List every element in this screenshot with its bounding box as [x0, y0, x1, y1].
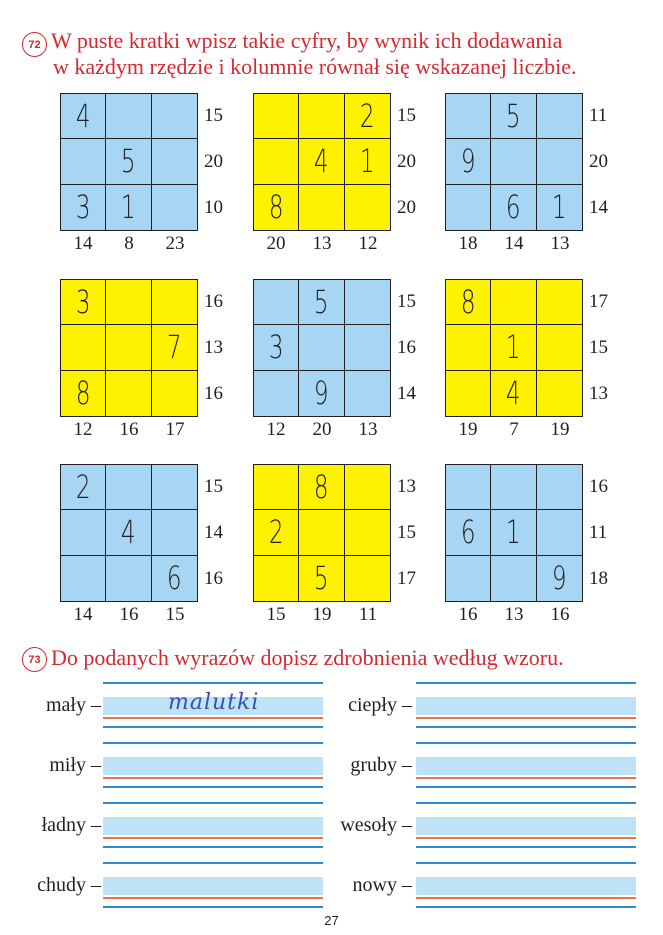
- guide-line-bottom: [103, 846, 323, 848]
- grid-cell[interactable]: 5: [299, 556, 344, 601]
- writing-band[interactable]: [416, 817, 636, 835]
- guide-line-red: [103, 897, 323, 899]
- grid-cell[interactable]: 6: [446, 510, 491, 555]
- grid-cell[interactable]: [446, 94, 491, 139]
- guide-line-top: [103, 742, 323, 744]
- column-sum: 15: [165, 604, 185, 625]
- grid-cell[interactable]: 2: [254, 510, 299, 555]
- base-word: ładny –: [41, 814, 101, 836]
- row-sum: 15: [204, 476, 223, 497]
- row-sum: 13: [589, 383, 608, 404]
- column-sum: 13: [312, 233, 332, 254]
- grid-cell[interactable]: 1: [345, 139, 390, 184]
- row-sum: 15: [397, 105, 416, 126]
- grid-cell[interactable]: 2: [345, 94, 390, 139]
- column-sum: 20: [266, 233, 286, 254]
- base-word: miły –: [49, 754, 101, 776]
- grid-cell[interactable]: [106, 325, 151, 370]
- page-number: 27: [324, 913, 339, 928]
- grid-cell[interactable]: 2: [61, 465, 106, 510]
- row-sum: 17: [397, 568, 416, 589]
- number-grid: [253, 464, 391, 602]
- column-sum: 19: [458, 419, 478, 440]
- guide-line-top: [103, 802, 323, 804]
- grid-cell[interactable]: [537, 139, 582, 184]
- grid-cell[interactable]: 8: [61, 371, 106, 416]
- grid-cell[interactable]: 9: [446, 139, 491, 184]
- row-sum: 16: [204, 568, 223, 589]
- grid-cell[interactable]: 8: [254, 185, 299, 230]
- row-sum: 14: [397, 383, 416, 404]
- column-sum: 23: [165, 233, 185, 254]
- grid-cell[interactable]: 8: [299, 465, 344, 510]
- grid-cell[interactable]: 4: [299, 139, 344, 184]
- grid-cell[interactable]: 1: [491, 325, 536, 370]
- column-sum: 19: [550, 419, 570, 440]
- task-72-heading: [22, 28, 577, 80]
- grid-cell[interactable]: [106, 94, 151, 139]
- row-sum: 14: [204, 522, 223, 543]
- guide-line-red: [103, 837, 323, 839]
- guide-line-red: [103, 717, 323, 719]
- grid-cell[interactable]: [106, 280, 151, 325]
- grid-cell[interactable]: [152, 94, 197, 139]
- row-sum: 11: [589, 105, 608, 126]
- number-grid: [445, 279, 583, 417]
- base-word: nowy –: [352, 874, 412, 896]
- grid-cell[interactable]: [537, 371, 582, 416]
- grid-cell[interactable]: [299, 510, 344, 555]
- column-sum: 17: [165, 419, 185, 440]
- instruction-line-2: w każdym rzędzie i kolumnie równał się wskazanej liczbie.: [53, 54, 577, 79]
- row-sum: 15: [589, 337, 608, 358]
- guide-line-red: [416, 717, 636, 719]
- column-sum: 16: [458, 604, 478, 625]
- guide-line-red: [103, 777, 323, 779]
- grid-cell[interactable]: [491, 556, 536, 601]
- guide-line-top: [416, 862, 636, 864]
- grid-cell[interactable]: 5: [491, 94, 536, 139]
- grid-cell[interactable]: [254, 556, 299, 601]
- grid-cell[interactable]: [345, 510, 390, 555]
- column-sum: 18: [458, 233, 478, 254]
- task-73-heading: [22, 645, 564, 672]
- grid-cell[interactable]: 1: [551, 188, 567, 227]
- grid-cell[interactable]: [299, 325, 344, 370]
- instruction-line-1: W puste kratki wpisz takie cyfry, by wynik ich dodawania: [51, 28, 563, 53]
- grid-cell[interactable]: [345, 465, 390, 510]
- grid-cell[interactable]: 3: [61, 185, 106, 230]
- grid-cell[interactable]: 3: [254, 325, 299, 370]
- grid-cell[interactable]: [491, 465, 536, 510]
- column-sum: 8: [124, 233, 134, 254]
- guide-line-top: [416, 742, 636, 744]
- grid-cell[interactable]: 6: [166, 559, 182, 598]
- grid-cell[interactable]: [491, 280, 536, 325]
- grid-cell[interactable]: [299, 185, 344, 230]
- task-number-badge: 72: [22, 32, 47, 57]
- task-instruction: [51, 28, 577, 80]
- grid-cell[interactable]: [61, 139, 106, 184]
- grid-cell[interactable]: 9: [299, 371, 344, 416]
- column-sum: 16: [119, 604, 139, 625]
- grid-cell[interactable]: [106, 556, 151, 601]
- grid-cell[interactable]: 3: [61, 280, 106, 325]
- row-sum: 20: [397, 151, 416, 172]
- grid-cell[interactable]: [106, 371, 151, 416]
- grid-cell[interactable]: [345, 185, 390, 230]
- column-sum: 16: [119, 419, 139, 440]
- guide-line-red: [416, 837, 636, 839]
- grid-cell[interactable]: [491, 139, 536, 184]
- column-sum: 13: [504, 604, 524, 625]
- guide-line-bottom: [103, 906, 323, 908]
- row-sum: 16: [397, 337, 416, 358]
- grid-cell[interactable]: [254, 94, 299, 139]
- row-sum: 11: [589, 522, 608, 543]
- column-sum: 15: [266, 604, 286, 625]
- grid-cell[interactable]: [152, 510, 197, 555]
- grid-cell[interactable]: [446, 325, 491, 370]
- grid-cell[interactable]: [61, 510, 106, 555]
- writing-band[interactable]: [103, 877, 323, 895]
- grid-cell[interactable]: [254, 371, 299, 416]
- grid-cell[interactable]: [152, 139, 197, 184]
- row-sum: 15: [204, 105, 223, 126]
- guide-line-red: [416, 777, 636, 779]
- column-sum: 12: [73, 419, 93, 440]
- row-sum: 16: [589, 476, 608, 497]
- guide-line-bottom: [103, 726, 323, 728]
- row-sum: 17: [589, 291, 608, 312]
- guide-line-top: [416, 682, 636, 684]
- grid-cell[interactable]: [254, 465, 299, 510]
- row-sum: 20: [397, 197, 416, 218]
- task-instruction: Do podanych wyrazów dopisz zdrobnienia według wzoru.: [51, 645, 564, 670]
- column-sum: 14: [73, 233, 93, 254]
- grid-cell[interactable]: 5: [299, 280, 344, 325]
- grid-cell[interactable]: 4: [491, 371, 536, 416]
- writing-band[interactable]: [103, 817, 323, 835]
- guide-line-red: [416, 897, 636, 899]
- grid-cell[interactable]: [446, 556, 491, 601]
- grid-cell[interactable]: 4: [106, 510, 151, 555]
- grid-cell[interactable]: [254, 280, 299, 325]
- grid-cell[interactable]: [537, 465, 582, 510]
- column-sum: 16: [550, 604, 570, 625]
- base-word: wesoły –: [340, 814, 412, 836]
- guide-line-bottom: [416, 906, 636, 908]
- number-grid: [445, 93, 583, 231]
- column-sum: 14: [73, 604, 93, 625]
- grid-cell[interactable]: [106, 465, 151, 510]
- grid-cell[interactable]: [537, 280, 582, 325]
- number-grid: [445, 464, 583, 602]
- grid-cell[interactable]: [299, 94, 344, 139]
- number-grid: [60, 279, 198, 417]
- number-grid: [60, 93, 198, 231]
- column-sum: 19: [312, 604, 332, 625]
- column-sum: 7: [509, 419, 519, 440]
- grid-cell[interactable]: [446, 185, 491, 230]
- row-sum: 15: [397, 522, 416, 543]
- row-sum: 16: [204, 291, 223, 312]
- grid-cell[interactable]: [152, 280, 197, 325]
- row-sum: 16: [204, 383, 223, 404]
- guide-line-bottom: [103, 786, 323, 788]
- row-sum: 20: [204, 151, 223, 172]
- grid-cell[interactable]: [61, 325, 106, 370]
- writing-band[interactable]: [103, 757, 323, 775]
- grid-cell[interactable]: [537, 325, 582, 370]
- grid-cell[interactable]: [254, 139, 299, 184]
- guide-line-top: [103, 682, 323, 684]
- column-sum: 14: [504, 233, 524, 254]
- grid-cell[interactable]: 6: [491, 185, 536, 230]
- guide-line-top: [416, 802, 636, 804]
- grid-cell[interactable]: [345, 280, 390, 325]
- column-sum: 12: [358, 233, 378, 254]
- grid-cell[interactable]: [345, 371, 390, 416]
- row-sum: 10: [204, 197, 223, 218]
- row-sum: 14: [589, 197, 608, 218]
- column-sum: 12: [266, 419, 286, 440]
- grid-cell[interactable]: [446, 465, 491, 510]
- grid-cell[interactable]: 8: [446, 280, 491, 325]
- column-sum: 20: [312, 419, 332, 440]
- base-word: chudy –: [37, 874, 101, 896]
- grid-cell[interactable]: 7: [152, 325, 197, 370]
- base-word: gruby –: [350, 754, 412, 776]
- guide-line-top: [103, 862, 323, 864]
- row-sum: 13: [397, 476, 416, 497]
- grid-cell[interactable]: [61, 556, 106, 601]
- guide-line-bottom: [416, 786, 636, 788]
- writing-band[interactable]: [416, 697, 636, 715]
- row-sum: 13: [204, 337, 223, 358]
- grid-cell[interactable]: [152, 465, 197, 510]
- guide-line-bottom: [416, 726, 636, 728]
- grid-cell[interactable]: [537, 94, 582, 139]
- writing-band[interactable]: [416, 877, 636, 895]
- writing-band[interactable]: [416, 757, 636, 775]
- grid-cell[interactable]: [537, 510, 582, 555]
- example-answer: malutki: [168, 690, 260, 715]
- task-number-badge: 73: [22, 647, 47, 672]
- row-sum: 20: [589, 151, 608, 172]
- base-word: mały –: [46, 694, 101, 716]
- base-word: ciepły –: [348, 694, 412, 716]
- row-sum: 15: [397, 291, 416, 312]
- grid-cell[interactable]: 4: [61, 94, 106, 139]
- grid-cell[interactable]: 1: [106, 185, 151, 230]
- grid-cell[interactable]: 5: [106, 139, 151, 184]
- number-grid: [253, 279, 391, 417]
- row-sum: 18: [589, 568, 608, 589]
- column-sum: 13: [358, 419, 378, 440]
- column-sum: 13: [550, 233, 570, 254]
- grid-cell[interactable]: [152, 371, 197, 416]
- grid-cell[interactable]: [345, 556, 390, 601]
- grid-cell[interactable]: 9: [551, 559, 567, 598]
- guide-line-bottom: [416, 846, 636, 848]
- number-grid: [60, 464, 198, 602]
- grid-cell[interactable]: 1: [491, 510, 536, 555]
- number-grid: [253, 93, 391, 231]
- grid-cell[interactable]: [446, 371, 491, 416]
- column-sum: 11: [358, 604, 378, 625]
- grid-cell[interactable]: [152, 185, 197, 230]
- grid-cell[interactable]: [345, 325, 390, 370]
